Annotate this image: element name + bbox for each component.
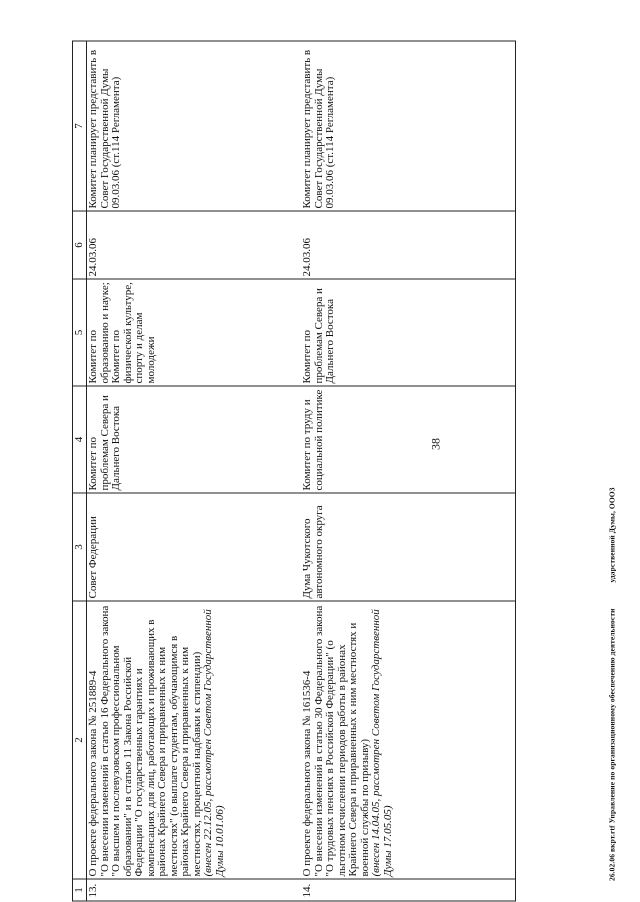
initiator-cell: Совет Федерации bbox=[87, 493, 302, 601]
column-header: 7 bbox=[73, 41, 87, 211]
document-table-container bbox=[72, 41, 516, 902]
column-header: 1 bbox=[73, 879, 87, 901]
bill-note: (внесен 14.04.05, рассмотрен Советом Государственной Думы 17.05.05) bbox=[370, 609, 394, 877]
plan-cell: Комитет планирует представить в Совет Государственной Думы 09.03.06 (ст.114 Регламента) bbox=[301, 41, 516, 211]
footer-right: ударственной Думы, ООО3 bbox=[607, 487, 617, 583]
bill-description: "О внесении изменений в статью 30 Федерального закона "О трудовых пенсиях в Российской Федерации" (о льготном исчислении периодов работы в районах Крайнего Севера и приравненных к ним местностях и военной службы по призыву) bbox=[312, 605, 371, 877]
document-table bbox=[72, 41, 516, 902]
table-header-row bbox=[73, 41, 87, 901]
bill-note: (внесен 22.12.05, рассмотрен Советом Государственной Думы 10.01.06) bbox=[202, 609, 226, 877]
bill-description: "О внесении изменений в статью 16 Федерального закона "О высшем и послевузовском профессиональном образовании" и в статью 11 Закона Российской Федерации "О государственных гарантиях и компенсациях для лиц, работающих и проживающих в районах Крайнего Севера и приравненных к ним местностях" (о выплате студентам, обучающимся в районах Крайнего Севера и приравненных к ним местностях, процентной надбавки к стипендии) bbox=[98, 605, 203, 877]
column-header: 5 bbox=[73, 279, 87, 386]
table-row bbox=[301, 41, 516, 901]
co-committees-cell: Комитет по проблемам Севера и Дальнего Востока bbox=[301, 279, 516, 386]
table-row bbox=[87, 41, 302, 901]
initiator-cell: Дума Чукотского автономного округа bbox=[301, 493, 516, 601]
column-header: 4 bbox=[73, 386, 87, 493]
column-header: 2 bbox=[73, 601, 87, 879]
bill-title: О проекте федерального закона № 161536-4 bbox=[301, 670, 313, 877]
column-header: 3 bbox=[73, 493, 87, 601]
plan-cell: Комитет планирует представить в Совет Государственной Думы 09.03.06 (ст.114 Регламента) bbox=[87, 41, 302, 211]
committee-cell: Комитет по проблемам Севера и Дальнего Востока bbox=[87, 386, 302, 493]
column-header: 6 bbox=[73, 211, 87, 279]
footer-left: 26.02.06 вкрт.rtf Управление по организационному обеспечению деятельности bbox=[607, 608, 617, 881]
page-number: 38 bbox=[428, 438, 443, 450]
page-footer bbox=[607, 487, 617, 881]
committee-cell: Комитет по труду и социальной политике bbox=[301, 386, 516, 493]
co-committees-cell: Комитет по образованию и науке; Комитет по физической культуре, спорту и делам молодежи bbox=[87, 279, 302, 386]
bill-cell bbox=[301, 601, 516, 879]
row-number: 14. bbox=[301, 879, 516, 901]
date-cell: 24.03.06 bbox=[301, 211, 516, 279]
date-cell: 24.03.06 bbox=[87, 211, 302, 279]
bill-title: О проекте федерального закона № 251889-4 bbox=[87, 670, 99, 877]
bill-cell bbox=[87, 601, 302, 879]
row-number: 13. bbox=[87, 879, 302, 901]
